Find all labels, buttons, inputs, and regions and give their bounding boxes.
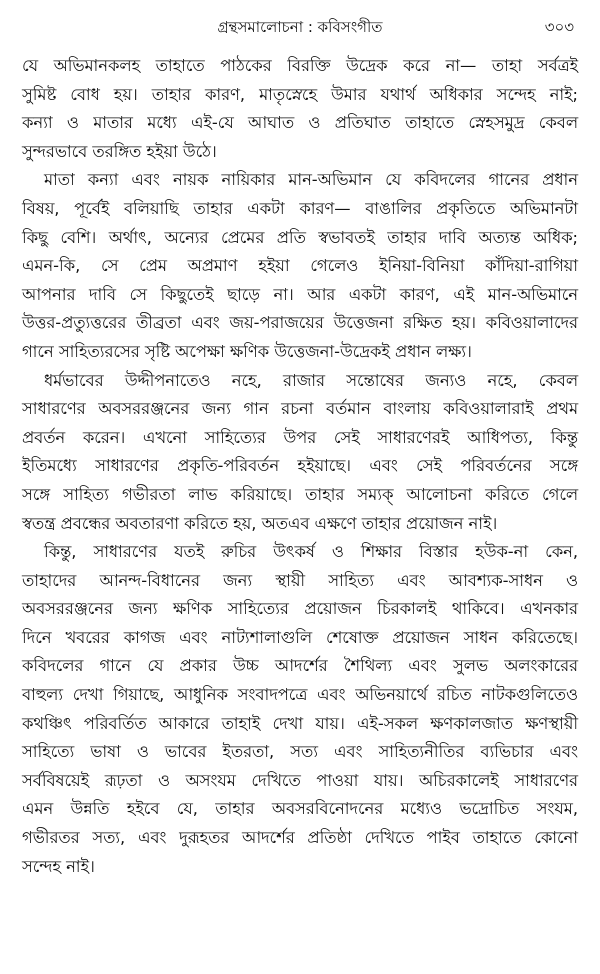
text-line: সঙ্গে সাহিত্য গভীরতা লাভ করিয়াছে। তাহার সম্যক্ আলোচনা করিতে গেলে bbox=[22, 484, 578, 504]
text-line: আপনার দাবি সে কিছুতেই ছাড়ে না। আর একটা কারণ, এই মান-অভিমানে bbox=[22, 284, 578, 304]
text-line: গানে সাহিত্যরসের সৃষ্টি অপেক্ষা ক্ষণিক উত্তেজনা-উদ্রেকই প্রধান লক্ষ্য। bbox=[22, 341, 472, 361]
text-line: কন্যা ও মাতার মধ্যে এই-যে আঘাত ও প্রতিঘাত তাহাতে স্নেহসমুদ্র কেবল bbox=[22, 113, 578, 133]
text-line: বিষয়, পূর্বেই বলিয়াছি তাহার একটা কারণ— বাঙালির প্রকৃতিতে অভিমানটা bbox=[22, 198, 578, 218]
text-line: ইতিমধ্যে সাধারণের প্রকৃতি-পরিবর্তন হইয়াছে। এবং সেই পরিবর্তনের সঙ্গে bbox=[22, 456, 578, 476]
text-line: সন্দেহ নাই। bbox=[22, 856, 95, 876]
body-text bbox=[22, 52, 578, 881]
paragraph-1 bbox=[22, 52, 578, 166]
text-line: সুন্দরভাবে তরঙ্গিত হইয়া উঠে। bbox=[22, 141, 217, 161]
text-line: কিন্তু, সাধারণের যতই রুচির উৎকর্ষ ও শিক্ষার বিস্তার হউক-না কেন, bbox=[44, 542, 578, 562]
page-number: ৩০৩ bbox=[544, 18, 574, 36]
text-line: কবিদলের গানে যে প্রকার উচ্চ আদর্শের শৈথিল্য এবং সুলভ অলংকারের bbox=[22, 656, 578, 676]
text-line: এমন-কি, সে প্রেম অপ্রমাণ হইয়া গেলেও ইনিয়া-বিনিয়া কাঁদিয়া-রাগিয়া bbox=[22, 256, 578, 276]
text-line: সর্ববিষয়েই রূঢ়তা ও অসংযম দেখিতে পাওয়া যায়। অচিরকালেই সাধারণের bbox=[22, 770, 578, 790]
text-line: তাহাদের আনন্দ-বিধানের জন্য স্থায়ী সাহিত্য এবং আবশ্যক-সাধন ও bbox=[22, 570, 578, 590]
paragraph-3 bbox=[22, 367, 578, 539]
text-line: সুমিষ্ট বোধ হয়। তাহার কারণ, মাতৃস্নেহে উমার যথার্থ অধিকার সন্দেহ নাই; bbox=[22, 84, 578, 104]
text-line: সাধারণের অবসররঞ্জনের জন্য গান রচনা বর্তমান বাংলায় কবিওয়ালারাই প্রথম bbox=[22, 399, 578, 419]
text-line: কথঞ্চিৎ পরিবর্তিত আকারে তাহাই দেখা যায়। এই-সকল ক্ষণকালজাত ক্ষণস্থায়ী bbox=[22, 713, 578, 733]
text-line: সাহিত্যে ভাষা ও ভাবের ইতরতা, সত্য এবং সাহিত্যনীতির ব্যভিচার এবং bbox=[22, 742, 578, 762]
paragraph-4 bbox=[22, 538, 578, 881]
text-line: অবসররঞ্জনের জন্য ক্ষণিক সাহিত্যের প্রয়োজন চিরকালই থাকিবে। এখনকার bbox=[22, 599, 578, 619]
paragraph-2 bbox=[22, 166, 578, 366]
text-line: স্বতন্ত্র প্রবন্ধের অবতারণা করিতে হয়, অতএব এক্ষণে তাহার প্রয়োজন নাই। bbox=[22, 513, 498, 533]
page-header bbox=[22, 10, 578, 44]
text-line: মাতা কন্যা এবং নায়ক নায়িকার মান-অভিমান যে কবিদলের গানের প্রধান bbox=[44, 170, 578, 190]
text-line: প্রবর্তন করেন। এখনো সাহিত্যের উপর সেই সাধারণেরই আধিপত্য, কিন্তু bbox=[22, 427, 578, 447]
text-line: যে অভিমানকলহ তাহাতে পাঠকের বিরক্তি উদ্রেক করে না— তাহা সর্বত্রই bbox=[22, 56, 578, 75]
text-line: দিনে খবরের কাগজ এবং নাট্যশালাগুলি শেষোক্ত প্রয়োজন সাধন করিতেছে। bbox=[22, 627, 578, 647]
text-line: ধর্মভাবের উদ্দীপনাতেও নহে, রাজার সন্তোষের জন্যও নহে, কেবল bbox=[44, 370, 578, 390]
text-line: এমন উন্নতি হইবে যে, তাহার অবসরবিনোদনের মধ্যেও ভদ্রোচিত সংযম, bbox=[22, 799, 578, 819]
text-line: বাহুল্য দেখা গিয়াছে, আধুনিক সংবাদপত্রে এবং অভিনয়ার্থে রচিত নাটকগুলিতেও bbox=[22, 685, 578, 705]
running-title: গ্রন্থসমালোচনা : কবিসংগীত bbox=[217, 18, 383, 36]
text-line: কিছু বেশি। অর্থাৎ, অন্যের প্রেমের প্রতি স্বভাবতই তাহার দাবি অত্যন্ত অধিক; bbox=[22, 227, 578, 247]
text-line: গভীরতর সত্য, এবং দুরূহতর আদর্শের প্রতিষ্ঠা দেখিতে পাইব তাহাতে কোনো bbox=[22, 828, 578, 848]
text-line: উত্তর-প্রত্যুত্তরের তীব্রতা এবং জয়-পরাজয়ের উত্তেজনা রক্ষিত হয়। কবিওয়ালাদের bbox=[22, 313, 578, 333]
